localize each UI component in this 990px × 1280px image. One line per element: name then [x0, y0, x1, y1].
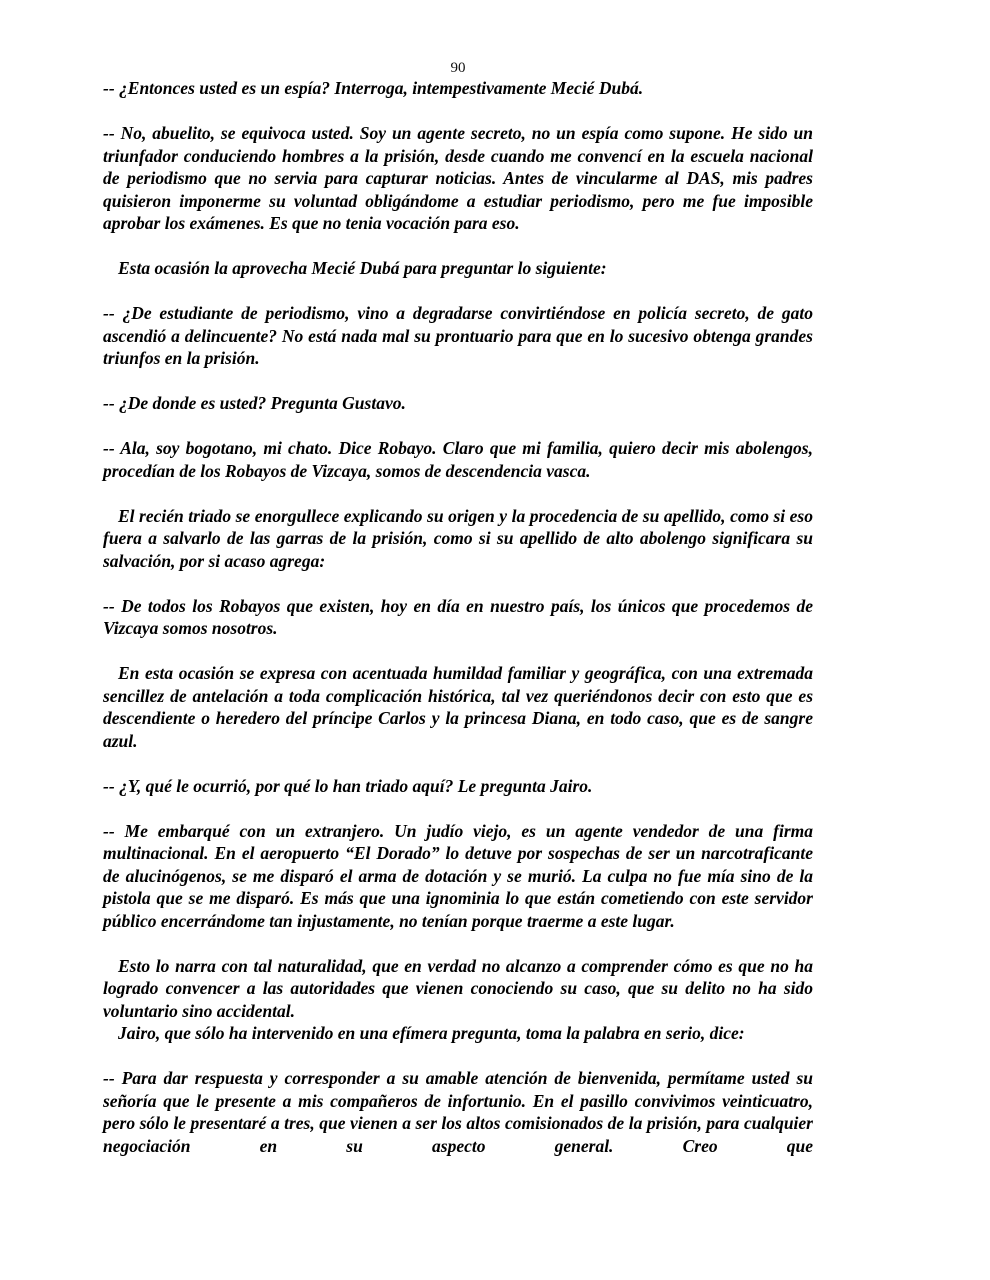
paragraph-narration: Jairo, que sólo ha intervenido en una efímera pregunta, toma la palabra en serio, dice:: [118, 1023, 745, 1043]
paragraph-narration: En esta ocasión se expresa con acentuada humildad familiar y geográfica, con una extremada sencillez de antelación a toda complicación histórica, tal vez queriéndonos decir con esto que es descendiente o heredero del príncipe Carlos y la princesa Diana, en todo caso, que es de sangre azul.: [103, 663, 813, 751]
paragraph-narration: Esto lo narra con tal naturalidad, que en verdad no alcanzo a comprender cómo es que no ha logrado convencer a las autoridades que vienen conociendo su caso, que su delito no ha sido voluntario sino accidental.: [103, 955, 813, 1021]
paragraph-dialogue: -- ¿De donde es usted? Pregunta Gustavo.: [103, 393, 406, 413]
paragraph-dialogue: -- ¿Y, qué le ocurrió, por qué lo han triado aquí? Le pregunta Jairo.: [103, 775, 593, 796]
paragraph-narration: El recién triado se enorgullece explicando su origen y la procedencia de su apellido, como si eso fuera a salvarlo de las garras de la prisión, como si su apellido de alto abolengo significara su salvación, por si acaso agrega:: [103, 505, 813, 571]
paragraph-dialogue: -- De todos los Robayos que existen, hoy en día en nuestro país, los únicos que procedemos de Vizcaya somos nosotros.: [103, 595, 813, 638]
paragraph-dialogue: -- Me embarqué con un extranjero. Un judío viejo, es un agente vendedor de una firma multinacional. En el aeropuerto “El Dorado” lo detuve por sospechas de ser un narcotraficante de alucinógenos, se me disparó el arma de dotación y se murió. La culpa no fue mía sino de la pistola que se me disparó. Es más que una ignominia lo que están cometiendo con este servidor público encerrándome tan injustamente, no tenían porque traerme a este lugar.: [103, 820, 813, 931]
paragraph-narration: Esta ocasión la aprovecha Mecié Dubá para preguntar lo siguiente:: [118, 258, 607, 278]
paragraph-dialogue: -- Ala, soy bogotano, mi chato. Dice Robayo. Claro que mi familia, quiero decir mis abolengos, procedían de los Robayos de Vizcaya, somos de descendencia vasca.: [103, 438, 813, 481]
page-number: 90: [450, 60, 466, 76]
document-body: [103, 77, 813, 1157]
paragraph-dialogue: -- No, abuelito, se equivoca usted. Soy un agente secreto, no un espía como supone. He sido un triunfador conduciendo hombres a la prisión, desde cuando me convencí en la escuela nacional de periodismo que no servia para capturar noticias. Antes de vincularme al DAS, mis padres quisieron imponerme su voluntad obligándome a estudiar periodismo, pero me fue imposible aprobar los exámenes. Es que no tenia vocación para eso.: [103, 123, 813, 233]
paragraph-dialogue: -- ¿Entonces usted es un espía? Interroga, intempestivamente Mecié Dubá.: [103, 78, 644, 98]
paragraph-dialogue: -- ¿De estudiante de periodismo, vino a degradarse convirtiéndose en policía secreto, de gato ascendió a delincuente? No está nada mal su prontuario para que en lo sucesivo obtenga grandes triunfos en la prisión.: [103, 303, 813, 368]
paragraph-dialogue: -- Para dar respuesta y corresponder a su amable atención de bienvenida, permítame usted su señoría que le presente a mis compañeros de infortunio. En el pasillo convivimos veinticuatro, pero sólo le presentaré a tres, que vienen a ser los altos comisionados de la prisión, para cualquier negociación en su aspecto general. Creo que: [103, 1068, 813, 1156]
